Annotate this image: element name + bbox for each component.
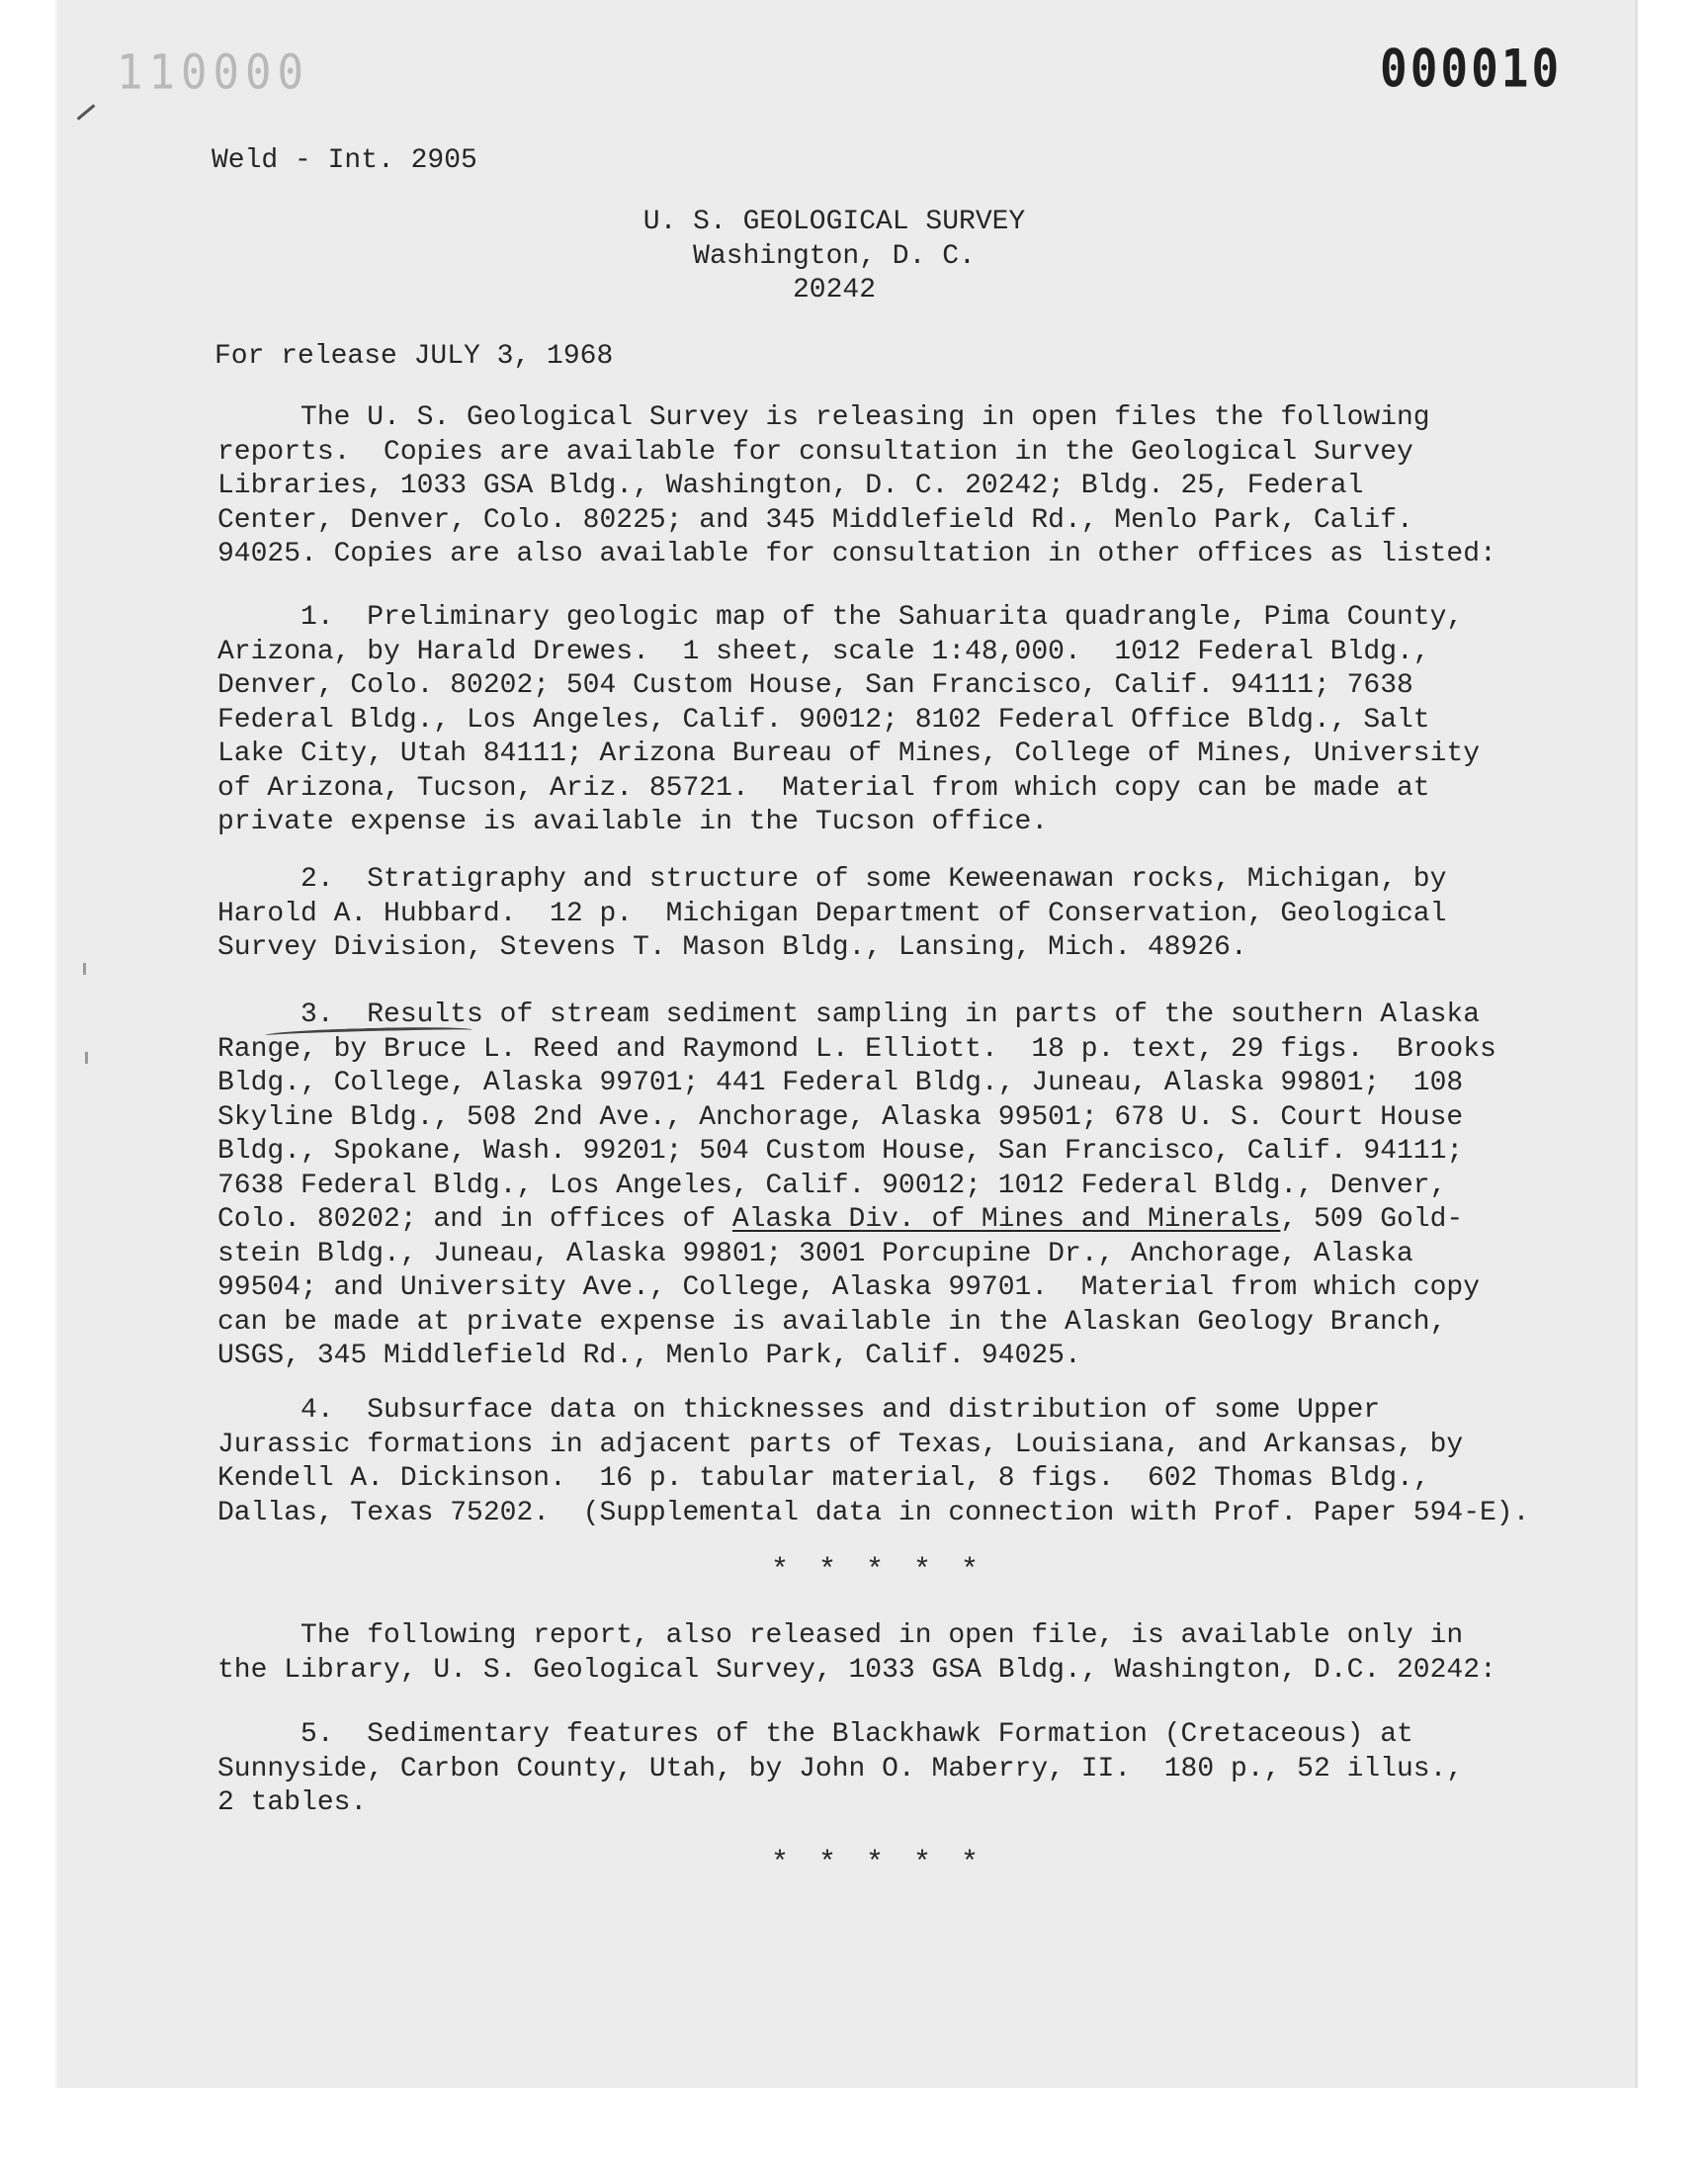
text-line: Harold A. Hubbard. 12 p. Michigan Department of Conservation, Geological <box>217 898 1447 929</box>
text-segment: , 509 Gold- <box>1280 1204 1464 1235</box>
agency-zip: 20242 <box>792 275 876 305</box>
text-line: 4. Subsurface data on thicknesses and distribution of some Upper <box>217 1395 1381 1426</box>
text-line: Kendell A. Dickinson. 16 p. tabular material, 8 figs. 602 Thomas Bldg., <box>217 1463 1430 1494</box>
page-number-stamp: 000010 <box>1380 37 1563 100</box>
agency-name: U. S. GEOLOGICAL SURVEY <box>642 207 1026 237</box>
text-line: Bldg., College, Alaska 99701; 441 Federal Bldg., Juneau, Alaska 99801; 108 <box>217 1068 1464 1098</box>
text-line: USGS, 345 Middlefield Rd., Menlo Park, Calif. 94025. <box>217 1341 1081 1371</box>
text-line: Libraries, 1033 GSA Bldg., Washington, D. C. 20242; Bldg. 25, Federal <box>217 471 1364 501</box>
letterhead <box>212 206 1457 308</box>
closing-separator: * * * * * <box>771 1847 985 1880</box>
library-note-paragraph <box>217 1619 1522 1688</box>
text-line: 5. Sedimentary features of the Blackhawk Formation (Cretaceous) at <box>217 1719 1413 1750</box>
underlined-agency-name: Alaska Div. of Mines and Minerals <box>731 1204 1281 1235</box>
report-item-1 <box>217 601 1522 840</box>
section-separator: * * * * * <box>771 1554 985 1588</box>
text-line: Jurassic formations in adjacent parts of Texas, Louisiana, and Arkansas, by <box>217 1429 1464 1460</box>
agency-city: Washington, D. C. <box>693 240 976 272</box>
text-line: Lake City, Utah 84111; Arizona Bureau of Mines, College of Mines, University <box>217 739 1481 769</box>
text-line: The U. S. Geological Survey is releasing in open files the following <box>217 402 1430 433</box>
text-line: Center, Denver, Colo. 80225; and 345 Middlefield Rd., Menlo Park, Calif. <box>217 504 1413 536</box>
text-line: reports. Copies are available for consultation in the Geological Survey <box>217 436 1413 468</box>
text-line: Skyline Bldg., 508 2nd Ave., Anchorage, Alaska 99501; 678 U. S. Court House <box>217 1101 1464 1133</box>
text-line: Denver, Colo. 80202; 504 Custom House, San Francisco, Calif. 94111; 7638 <box>217 670 1413 701</box>
text-line: stein Bldg., Juneau, Alaska 99801; 3001 Porcupine Dr., Anchorage, Alaska <box>217 1238 1413 1269</box>
text-line: The following report, also released in open file, is available only in <box>217 1620 1464 1651</box>
scan-speck <box>83 963 86 975</box>
report-item-4 <box>217 1394 1530 1530</box>
text-segment: Colo. 80202; and in offices of <box>217 1204 732 1235</box>
text-line: Survey Division, Stevens T. Mason Bldg., Lansing, Mich. 48926. <box>217 932 1247 963</box>
report-item-2 <box>217 863 1522 966</box>
text-line: 3. Results of stream sediment sampling in parts of the southern Alaska <box>217 1000 1481 1030</box>
text-line: of Arizona, Tucson, Ariz. 85721. Material from which copy can be made at <box>217 772 1430 804</box>
text-line: the Library, U. S. Geological Survey, 1033 GSA Bldg., Washington, D.C. 20242: <box>217 1654 1496 1686</box>
text-line: 2 tables. <box>217 1787 368 1818</box>
intro-paragraph <box>217 401 1522 572</box>
text-line: Bldg., Spokane, Wash. 99201; 504 Custom House, San Francisco, Calif. 94111; <box>217 1136 1464 1167</box>
reference-number: Weld - Int. 2905 <box>212 145 477 176</box>
report-item-3 <box>217 999 1522 1374</box>
faded-page-stamp: 110000 <box>117 44 309 101</box>
report-item-5 <box>217 1718 1522 1821</box>
text-line: 1. Preliminary geologic map of the Sahuarita quadrangle, Pima County, <box>217 602 1464 633</box>
text-line: can be made at private expense is available in the Alaskan Geology Branch, <box>217 1306 1447 1338</box>
text-line: Sunnyside, Carbon County, Utah, by John O. Maberry, II. 180 p., 52 illus., <box>217 1753 1464 1784</box>
text-line: Federal Bldg., Los Angeles, Calif. 90012; 8102 Federal Office Bldg., Salt <box>217 704 1430 736</box>
text-line: Range, by Bruce L. Reed and Raymond L. Elliott. 18 p. text, 29 figs. Brooks <box>217 1033 1496 1065</box>
scan-speck <box>85 1052 88 1064</box>
text-line: 7638 Federal Bldg., Los Angeles, Calif. 90012; 1012 Federal Bldg., Denver, <box>217 1170 1447 1201</box>
release-date: For release JULY 3, 1968 <box>214 341 614 372</box>
text-line: Dallas, Texas 75202. (Supplemental data in connection with Prof. Paper 594-E). <box>217 1497 1530 1528</box>
text-line: 2. Stratigraphy and structure of some Keweenawan rocks, Michigan, by <box>217 864 1447 895</box>
text-line-with-underline <box>217 1203 1522 1238</box>
text-line: Arizona, by Harald Drewes. 1 sheet, scale 1:48,000. 1012 Federal Bldg., <box>217 636 1430 667</box>
text-line: 94025. Copies are also available for consultation in other offices as listed: <box>217 539 1496 569</box>
text-line: private expense is available in the Tucson office. <box>217 807 1049 837</box>
text-line: 99504; and University Ave., College, Alaska 99701. Material from which copy <box>217 1272 1481 1303</box>
